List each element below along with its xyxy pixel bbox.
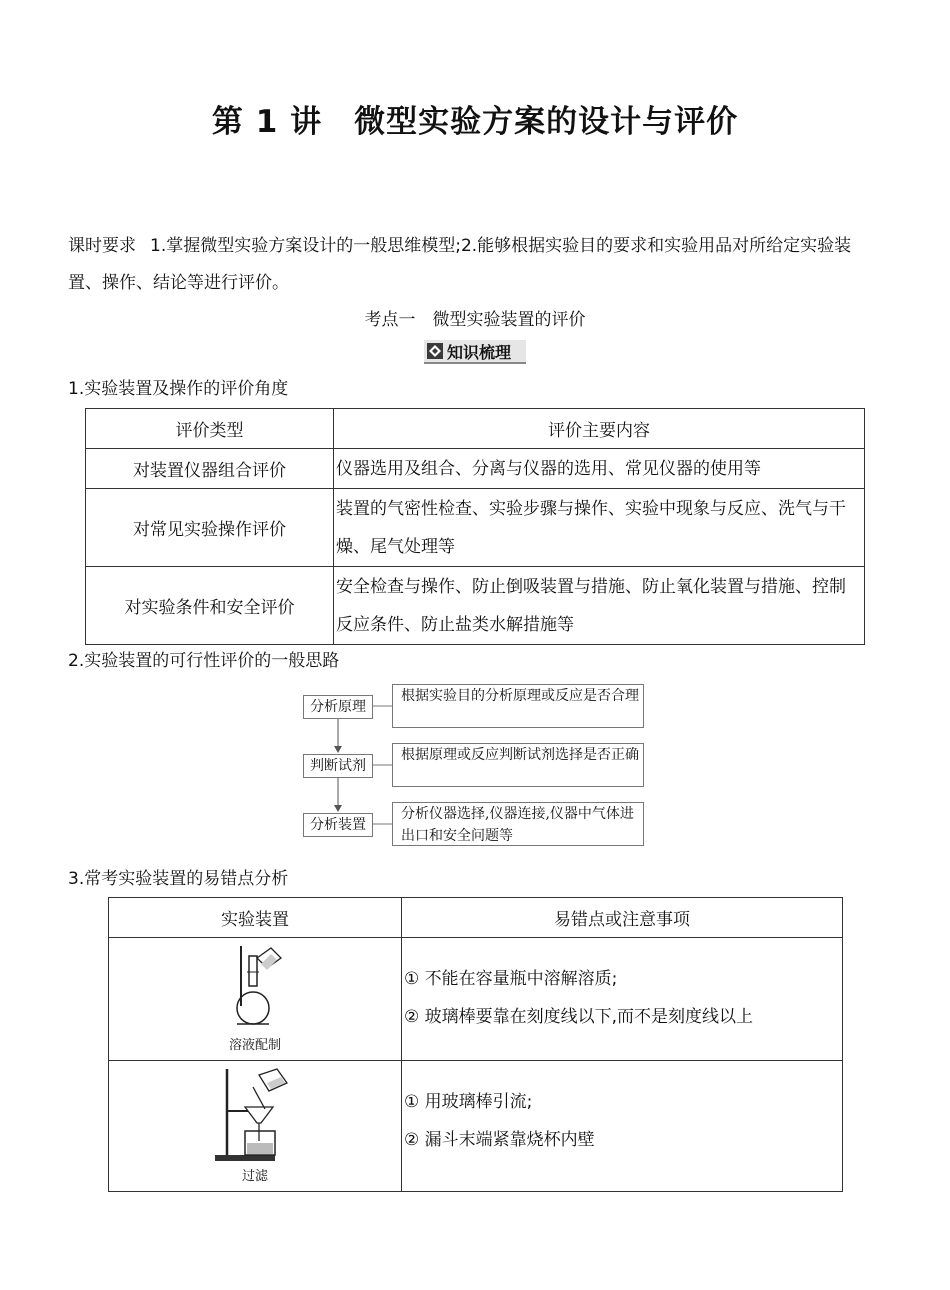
requirement-text: 1.掌握微型实验方案设计的一般思维模型;2.能够根据实验目的要求和实验用品对所给定实验装置、操作、结论等进行评价。 xyxy=(68,236,852,293)
flow-desc: 分析仪器选择,仪器连接,仪器中气体进出口和安全问题等 xyxy=(392,802,644,846)
table-row xyxy=(86,567,865,645)
table-cell: 对实验条件和安全评价 xyxy=(86,567,334,645)
table-row xyxy=(109,1061,843,1192)
table-cell: 对装置仪器组合评价 xyxy=(86,449,334,489)
flow-step-judge-reagent: 判断试剂 xyxy=(303,754,373,778)
table-row xyxy=(86,489,865,567)
flow-desc: 根据原理或反应判断试剂选择是否正确 xyxy=(392,743,644,787)
note-item: ② 玻璃棒要靠在刻度线以下,而不是刻度线以上 xyxy=(404,1007,754,1027)
notes-cell xyxy=(402,1061,843,1192)
apparatus-caption: 过滤 xyxy=(241,1169,268,1184)
apparatus-cell xyxy=(109,938,402,1061)
apparatus-table xyxy=(108,897,843,1192)
knowledge-badge xyxy=(424,340,526,364)
table-row xyxy=(109,938,843,1061)
badge-label: 知识梳理 xyxy=(447,342,512,362)
table-header-row xyxy=(86,409,865,449)
lesson-requirement xyxy=(68,228,878,302)
table-header: 易错点或注意事项 xyxy=(402,898,843,938)
notes-cell xyxy=(402,938,843,1061)
diamond-icon xyxy=(427,343,443,359)
evaluation-table xyxy=(85,408,865,645)
table-header: 评价类型 xyxy=(86,409,334,449)
heading-evaluation-angles: 1.实验装置及操作的评价角度 xyxy=(68,379,289,399)
table-header: 实验装置 xyxy=(109,898,402,938)
section-title: 考点一 微型实验装置的评价 xyxy=(364,310,586,330)
apparatus-cell xyxy=(109,1061,402,1192)
table-header-row xyxy=(109,898,843,938)
page-title: 第 1 讲 微型实验方案的设计与评价 xyxy=(211,104,739,140)
apparatus-caption: 溶液配制 xyxy=(228,1038,281,1053)
note-item: ① 不能在容量瓶中溶解溶质; xyxy=(404,969,618,989)
heading-feasibility: 2.实验装置的可行性评价的一般思路 xyxy=(68,651,340,671)
requirement-label: 课时要求 xyxy=(68,236,136,256)
flow-desc: 根据实验目的分析原理或反应是否合理 xyxy=(392,684,644,728)
table-cell: 对常见实验操作评价 xyxy=(86,489,334,567)
table-cell: 仪器选用及组合、分离与仪器的选用、常见仪器的使用等 xyxy=(334,449,865,489)
note-item: ① 用玻璃棒引流; xyxy=(404,1092,533,1112)
table-header: 评价主要内容 xyxy=(334,409,865,449)
flow-step-analyze-apparatus: 分析装置 xyxy=(303,813,373,837)
table-cell: 安全检查与操作、防止倒吸装置与措施、防止氧化装置与措施、控制反应条件、防止盐类水解措施等 xyxy=(334,567,865,645)
table-cell: 装置的气密性检查、实验步骤与操作、实验中现象与反应、洗气与干燥、尾气处理等 xyxy=(334,489,865,567)
volumetric-flask-icon xyxy=(213,946,293,1036)
table-row xyxy=(86,449,865,489)
note-item: ② 漏斗末端紧靠烧杯内壁 xyxy=(404,1130,595,1150)
heading-error-analysis: 3.常考实验装置的易错点分析 xyxy=(68,869,289,889)
filtration-setup-icon xyxy=(207,1067,317,1167)
flow-step-analyze-principle: 分析原理 xyxy=(303,695,373,719)
